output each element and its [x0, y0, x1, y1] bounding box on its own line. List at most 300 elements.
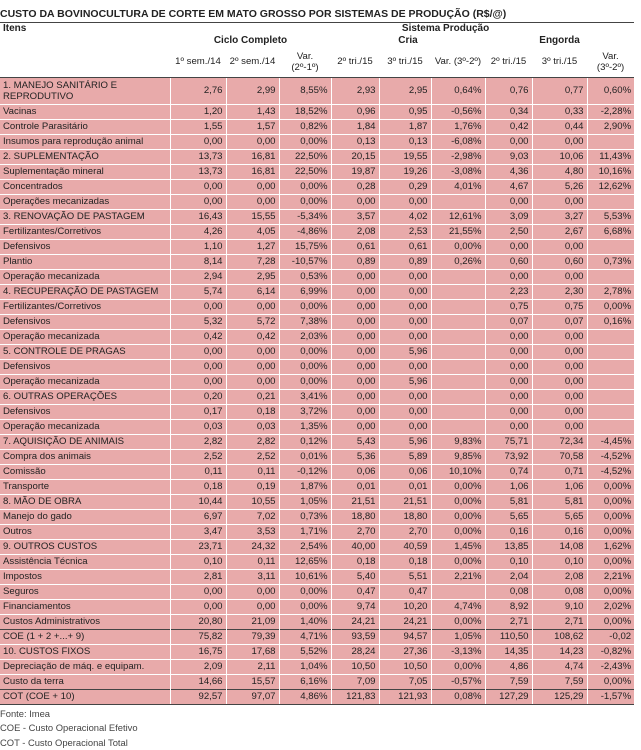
- header-engorda: Engorda: [485, 35, 634, 47]
- row-label: Compra dos animais: [0, 449, 170, 464]
- row-value: 3,27: [532, 209, 587, 224]
- col-header: 2º sem./14: [226, 47, 279, 77]
- row-value: 5,26: [532, 179, 587, 194]
- row-value: 0,00: [226, 599, 279, 614]
- table-row: [0, 419, 634, 434]
- row-label: Financiamentos: [0, 599, 170, 614]
- row-value: 20,15: [331, 149, 379, 164]
- row-value: -6,08%: [431, 134, 485, 149]
- row-label: Seguros: [0, 584, 170, 599]
- row-value: 2,11: [226, 659, 279, 674]
- row-value: 0,28: [331, 179, 379, 194]
- col-header: 3º tri./15: [379, 47, 431, 77]
- row-value: 12,65%: [279, 554, 331, 569]
- row-value: 5,96: [379, 434, 431, 449]
- row-value: 0,00: [532, 374, 587, 389]
- row-value: 2,04: [485, 569, 532, 584]
- row-value: 5,53%: [587, 209, 634, 224]
- row-value: 0,00: [331, 419, 379, 434]
- row-label: 7. AQUISIÇÃO DE ANIMAIS: [0, 434, 170, 449]
- row-value: -0,56%: [431, 104, 485, 119]
- row-value: 13,73: [170, 164, 226, 179]
- row-value: [587, 134, 634, 149]
- col-header: 3º tri./15: [532, 47, 587, 77]
- table-row: [0, 434, 634, 449]
- row-value: 0,00: [170, 179, 226, 194]
- row-value: 0,42: [170, 329, 226, 344]
- row-label: 1. MANEJO SANITÁRIO E REPRODUTIVO: [0, 77, 170, 104]
- row-value: 0,07: [532, 314, 587, 329]
- row-value: 0,00%: [587, 674, 634, 689]
- row-value: 0,00%: [279, 134, 331, 149]
- row-value: 0,03: [226, 419, 279, 434]
- table-row: [0, 644, 634, 659]
- row-value: 8,55%: [279, 77, 331, 104]
- row-value: 0,00: [331, 359, 379, 374]
- row-value: 2,70: [379, 524, 431, 539]
- row-value: 10,16%: [587, 164, 634, 179]
- row-value: 9,85%: [431, 449, 485, 464]
- row-value: 1,35%: [279, 419, 331, 434]
- row-value: 0,47: [379, 584, 431, 599]
- row-value: 5,32: [170, 314, 226, 329]
- row-value: 22,50%: [279, 164, 331, 179]
- table-row: [0, 179, 634, 194]
- header-items: Itens: [0, 23, 170, 36]
- table-row: [0, 329, 634, 344]
- row-value: 0,00: [331, 344, 379, 359]
- row-label: Transporte: [0, 479, 170, 494]
- row-value: 0,06: [379, 464, 431, 479]
- row-value: 0,00: [379, 269, 431, 284]
- row-label: Vacinas: [0, 104, 170, 119]
- table-row: [0, 164, 634, 179]
- row-value: 0,00%: [279, 374, 331, 389]
- row-value: 23,71: [170, 539, 226, 554]
- table-row: [0, 569, 634, 584]
- row-value: 6,14: [226, 284, 279, 299]
- col-header: 1º sem./14: [170, 47, 226, 77]
- row-value: 2,02%: [587, 599, 634, 614]
- row-value: 2,50: [485, 224, 532, 239]
- row-label: 10. CUSTOS FIXOS: [0, 644, 170, 659]
- table-row: [0, 149, 634, 164]
- row-value: 1,40%: [279, 614, 331, 629]
- row-value: 0,75: [532, 299, 587, 314]
- row-value: 1,57: [226, 119, 279, 134]
- table-row: [0, 479, 634, 494]
- row-value: [587, 419, 634, 434]
- table-row: [0, 374, 634, 389]
- row-value: 5,96: [379, 374, 431, 389]
- row-value: 5,52%: [279, 644, 331, 659]
- row-value: [587, 239, 634, 254]
- row-value: 93,59: [331, 629, 379, 644]
- table-row: [0, 584, 634, 599]
- row-label: Operações mecanizadas: [0, 194, 170, 209]
- row-value: 3,41%: [279, 389, 331, 404]
- row-value: 2,99: [226, 77, 279, 104]
- row-value: [587, 344, 634, 359]
- row-value: 4,05: [226, 224, 279, 239]
- row-value: 15,55: [226, 209, 279, 224]
- row-label: COE (1 + 2 +...+ 9): [0, 629, 170, 644]
- row-value: 0,00: [485, 194, 532, 209]
- report-title: CUSTO DA BOVINOCULTURA DE CORTE EM MATO GROSSO POR SISTEMAS DE PRODUÇÃO (R$/@): [0, 0, 641, 22]
- row-value: 18,52%: [279, 104, 331, 119]
- row-value: [431, 329, 485, 344]
- table-row: [0, 209, 634, 224]
- row-value: 2,95: [226, 269, 279, 284]
- row-value: -0,57%: [431, 674, 485, 689]
- row-value: [431, 389, 485, 404]
- row-value: 0,00: [226, 359, 279, 374]
- row-value: 0,00: [379, 329, 431, 344]
- cost-table: [0, 22, 634, 705]
- row-value: 16,75: [170, 644, 226, 659]
- row-value: 21,55%: [431, 224, 485, 239]
- row-value: 24,21: [379, 614, 431, 629]
- row-value: 2,82: [170, 434, 226, 449]
- row-value: 75,82: [170, 629, 226, 644]
- row-value: 7,59: [532, 674, 587, 689]
- row-value: 2,08: [331, 224, 379, 239]
- row-value: 1,20: [170, 104, 226, 119]
- table-row: [0, 239, 634, 254]
- row-value: 0,13: [379, 134, 431, 149]
- row-value: 2,78%: [587, 284, 634, 299]
- row-value: 3,47: [170, 524, 226, 539]
- row-value: 1,27: [226, 239, 279, 254]
- row-value: 2,03%: [279, 329, 331, 344]
- row-value: 3,72%: [279, 404, 331, 419]
- row-value: 0,01%: [279, 449, 331, 464]
- row-value: 0,00: [532, 404, 587, 419]
- row-value: 0,00: [331, 314, 379, 329]
- row-value: 73,92: [485, 449, 532, 464]
- row-value: 1,45%: [431, 539, 485, 554]
- row-value: 1,55: [170, 119, 226, 134]
- cot-note: COT - Custo Operacional Total: [0, 736, 641, 750]
- row-value: 0,00: [485, 269, 532, 284]
- row-value: 22,50%: [279, 149, 331, 164]
- row-value: 0,11: [226, 464, 279, 479]
- row-value: 0,00: [170, 194, 226, 209]
- row-value: 5,51: [379, 569, 431, 584]
- row-value: 14,23: [532, 644, 587, 659]
- table-row: [0, 314, 634, 329]
- table-row: [0, 119, 634, 134]
- row-value: 0,00: [170, 299, 226, 314]
- row-value: -5,34%: [279, 209, 331, 224]
- row-value: 92,57: [170, 689, 226, 704]
- row-value: 1,06: [532, 479, 587, 494]
- row-value: 0,00: [485, 419, 532, 434]
- row-value: 10,50: [379, 659, 431, 674]
- row-value: [587, 329, 634, 344]
- row-value: 0,00: [532, 269, 587, 284]
- row-value: 40,59: [379, 539, 431, 554]
- row-value: 2,08: [532, 569, 587, 584]
- table-header: [0, 23, 634, 78]
- row-value: 0,10: [170, 554, 226, 569]
- row-label: Manejo do gado: [0, 509, 170, 524]
- table-row: [0, 224, 634, 239]
- table-row: [0, 539, 634, 554]
- row-value: 7,09: [331, 674, 379, 689]
- row-value: 0,00: [331, 329, 379, 344]
- row-value: 3,53: [226, 524, 279, 539]
- row-value: 7,02: [226, 509, 279, 524]
- row-value: 0,00: [170, 134, 226, 149]
- row-value: 0,42: [226, 329, 279, 344]
- row-value: 2,52: [226, 449, 279, 464]
- row-value: 0,01: [331, 479, 379, 494]
- row-value: 0,11: [226, 554, 279, 569]
- row-value: 2,93: [331, 77, 379, 104]
- row-label: 3. RENOVAÇÃO DE PASTAGEM: [0, 209, 170, 224]
- table-row: [0, 494, 634, 509]
- row-value: 0,34: [485, 104, 532, 119]
- row-value: 2,67: [532, 224, 587, 239]
- row-value: 0,60: [485, 254, 532, 269]
- row-value: 2,21%: [431, 569, 485, 584]
- row-value: 16,81: [226, 164, 279, 179]
- row-value: 2,71: [532, 614, 587, 629]
- row-value: 0,03: [170, 419, 226, 434]
- row-value: [431, 344, 485, 359]
- row-value: 10,06: [532, 149, 587, 164]
- row-label: 5. CONTROLE DE PRAGAS: [0, 344, 170, 359]
- row-value: 3,09: [485, 209, 532, 224]
- row-value: 0,00: [331, 374, 379, 389]
- row-label: Defensivos: [0, 314, 170, 329]
- row-value: 5,81: [485, 494, 532, 509]
- row-value: 72,34: [532, 434, 587, 449]
- row-value: 9,10: [532, 599, 587, 614]
- row-value: 8,14: [170, 254, 226, 269]
- row-value: 13,73: [170, 149, 226, 164]
- row-value: 0,47: [331, 584, 379, 599]
- row-value: 0,61: [331, 239, 379, 254]
- row-value: 97,07: [226, 689, 279, 704]
- row-value: 4,67: [485, 179, 532, 194]
- row-value: 4,80: [532, 164, 587, 179]
- table-row: [0, 629, 634, 644]
- row-value: 21,51: [379, 494, 431, 509]
- row-value: 0,00: [226, 134, 279, 149]
- row-value: 20,80: [170, 614, 226, 629]
- row-value: 0,00: [170, 344, 226, 359]
- row-value: 121,93: [379, 689, 431, 704]
- row-value: 6,99%: [279, 284, 331, 299]
- row-value: 0,77: [532, 77, 587, 104]
- row-value: 0,00: [485, 134, 532, 149]
- row-value: 6,97: [170, 509, 226, 524]
- row-value: 2,71: [485, 614, 532, 629]
- row-label: Plantio: [0, 254, 170, 269]
- row-value: 0,00%: [279, 359, 331, 374]
- row-label: Insumos para reprodução animal: [0, 134, 170, 149]
- row-value: 14,66: [170, 674, 226, 689]
- row-label: Custos Administrativos: [0, 614, 170, 629]
- row-value: 2,76: [170, 77, 226, 104]
- row-label: Operação mecanizada: [0, 269, 170, 284]
- source-note: Fonte: Imea: [0, 707, 641, 722]
- row-value: 0,17: [170, 404, 226, 419]
- col-header: 2º tri./15: [485, 47, 532, 77]
- row-value: [587, 404, 634, 419]
- row-value: 0,00: [532, 329, 587, 344]
- row-value: 0,89: [379, 254, 431, 269]
- row-value: 2,30: [532, 284, 587, 299]
- row-value: 0,26%: [431, 254, 485, 269]
- row-value: 1,05%: [431, 629, 485, 644]
- row-value: 0,00: [226, 344, 279, 359]
- header-sistema: Sistema Produção: [170, 23, 634, 36]
- row-value: 0,00: [331, 389, 379, 404]
- table-row: [0, 269, 634, 284]
- row-value: [587, 359, 634, 374]
- row-value: 0,53%: [279, 269, 331, 284]
- row-value: 0,11: [170, 464, 226, 479]
- row-value: 0,00%: [431, 479, 485, 494]
- row-value: 3,11: [226, 569, 279, 584]
- row-value: 0,96: [331, 104, 379, 119]
- row-value: 2,53: [379, 224, 431, 239]
- row-value: 1,76%: [431, 119, 485, 134]
- row-value: 5,43: [331, 434, 379, 449]
- table-row: [0, 449, 634, 464]
- row-value: 10,61%: [279, 569, 331, 584]
- row-value: 0,00: [485, 404, 532, 419]
- row-value: [431, 269, 485, 284]
- row-value: 0,00: [331, 194, 379, 209]
- row-value: 1,84: [331, 119, 379, 134]
- row-value: [587, 374, 634, 389]
- row-value: 0,00: [485, 239, 532, 254]
- row-value: 1,43: [226, 104, 279, 119]
- row-value: 21,51: [331, 494, 379, 509]
- row-value: 0,00: [170, 584, 226, 599]
- row-value: -2,98%: [431, 149, 485, 164]
- col-header: Var. (3º-2º): [587, 47, 634, 77]
- row-value: 2,52: [170, 449, 226, 464]
- row-value: 0,29: [379, 179, 431, 194]
- row-value: 0,00: [379, 314, 431, 329]
- row-value: -0,82%: [587, 644, 634, 659]
- row-value: 16,43: [170, 209, 226, 224]
- row-value: 5,89: [379, 449, 431, 464]
- row-value: [431, 284, 485, 299]
- row-value: 0,60%: [587, 77, 634, 104]
- row-value: 0,60: [532, 254, 587, 269]
- row-value: 75,71: [485, 434, 532, 449]
- row-value: 0,00%: [279, 344, 331, 359]
- row-value: -1,57%: [587, 689, 634, 704]
- row-value: 125,29: [532, 689, 587, 704]
- row-value: 2,95: [379, 77, 431, 104]
- row-value: 0,00%: [587, 494, 634, 509]
- table-row: [0, 599, 634, 614]
- row-value: 0,75: [485, 299, 532, 314]
- row-value: 0,00: [485, 344, 532, 359]
- row-value: 7,28: [226, 254, 279, 269]
- row-value: 0,00: [226, 179, 279, 194]
- row-value: 0,00: [532, 344, 587, 359]
- row-value: 0,10: [532, 554, 587, 569]
- row-value: 0,00%: [587, 554, 634, 569]
- row-value: 10,20: [379, 599, 431, 614]
- row-value: 12,62%: [587, 179, 634, 194]
- row-value: 24,21: [331, 614, 379, 629]
- row-value: 0,00: [532, 419, 587, 434]
- header-cria: Cria: [331, 35, 485, 47]
- row-value: 2,82: [226, 434, 279, 449]
- row-value: 0,82%: [279, 119, 331, 134]
- row-value: 1,71%: [279, 524, 331, 539]
- row-value: [431, 419, 485, 434]
- row-value: 4,86%: [279, 689, 331, 704]
- row-value: 0,00: [226, 374, 279, 389]
- row-value: 0,00%: [587, 479, 634, 494]
- row-value: 0,71: [532, 464, 587, 479]
- row-value: 1,04%: [279, 659, 331, 674]
- row-value: 0,00%: [587, 524, 634, 539]
- row-value: 9,74: [331, 599, 379, 614]
- row-value: 0,00: [331, 284, 379, 299]
- table-row: [0, 254, 634, 269]
- row-value: 0,07: [485, 314, 532, 329]
- row-label: Defensivos: [0, 404, 170, 419]
- row-value: [431, 374, 485, 389]
- row-value: 0,21: [226, 389, 279, 404]
- row-value: 6,16%: [279, 674, 331, 689]
- row-value: 0,13: [331, 134, 379, 149]
- row-label: 8. MÃO DE OBRA: [0, 494, 170, 509]
- row-value: -4,52%: [587, 464, 634, 479]
- row-value: 0,00%: [431, 524, 485, 539]
- row-value: 4,36: [485, 164, 532, 179]
- row-value: 10,44: [170, 494, 226, 509]
- row-value: 0,33: [532, 104, 587, 119]
- row-value: 0,00: [379, 419, 431, 434]
- row-value: 0,89: [331, 254, 379, 269]
- row-label: Fertilizantes/Corretivos: [0, 299, 170, 314]
- row-value: 0,18: [170, 479, 226, 494]
- row-value: 13,85: [485, 539, 532, 554]
- row-value: [431, 404, 485, 419]
- row-value: 1,10: [170, 239, 226, 254]
- row-value: 0,00%: [431, 659, 485, 674]
- table-row: [0, 524, 634, 539]
- row-value: 0,20: [170, 389, 226, 404]
- row-value: 0,00: [485, 389, 532, 404]
- row-label: Operação mecanizada: [0, 329, 170, 344]
- row-value: 7,05: [379, 674, 431, 689]
- row-value: 16,81: [226, 149, 279, 164]
- table-row: [0, 614, 634, 629]
- row-value: 0,00: [532, 239, 587, 254]
- row-value: 10,50: [331, 659, 379, 674]
- row-value: 0,00%: [279, 584, 331, 599]
- table-row: [0, 674, 634, 689]
- row-value: 10,55: [226, 494, 279, 509]
- row-label: 6. OUTRAS OPERAÇÕES: [0, 389, 170, 404]
- row-value: 2,81: [170, 569, 226, 584]
- row-value: 2,54%: [279, 539, 331, 554]
- row-value: -0,02: [587, 629, 634, 644]
